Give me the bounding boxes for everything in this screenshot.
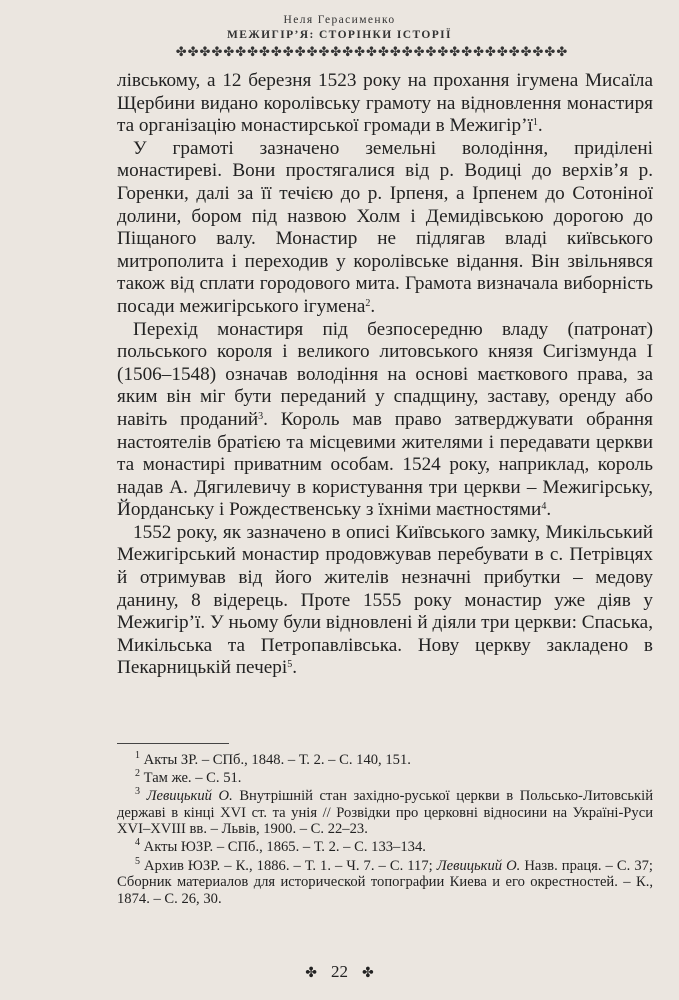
footnote-ref: 5 <box>287 659 293 671</box>
footnote-ref: 2 <box>365 297 371 309</box>
footnote: $^4$ Акты ЮЗР. – СПб., 1865. – Т. 2. – С. 133–134. <box>135 837 426 856</box>
main-text <box>117 70 653 680</box>
footnote-ref: 1 <box>532 117 538 129</box>
running-head-title: МЕЖИГІР’Я: СТОРІНКИ ІСТОРІЇ <box>227 29 452 41</box>
footnote-ref: 3 <box>258 410 264 422</box>
footnote-separator <box>117 743 229 744</box>
footnote: $^1$ Акты ЗР. – СПб., 1848. – Т. 2. – С. 140, 151. <box>135 750 411 768</box>
paragraph: лівському, а 12 березня 1523 року на прохання ігумена Мисаїла Щербини видано королівську грамоту на відновлення монастиря та організацію монастирської громади в $Межигір’ї^1$. <box>117 70 653 137</box>
footnote: $^3$ Левицький О. Внутрішній стан західно-руської церкви в Польсько-Литовській державі в кінці XVI ст. та унія // Розвідки про церковні відносини на Україні-Руси XVI–XVIII вв. – Львів, 1900. – С. 22–23. <box>117 786 654 838</box>
footnote: $^2$ Там же. – С. 51. <box>135 768 242 787</box>
ornament-icon: ✤ <box>362 966 374 981</box>
ornament-icon: ✤ <box>305 966 317 981</box>
running-head-author: Неля Герасименко <box>283 14 396 26</box>
footnotes <box>117 752 653 909</box>
page-number: 22 <box>331 962 348 981</box>
page-footer <box>0 962 679 982</box>
paragraph: У грамоті зазначено земельні володіння, приділені монастиреві. Вони простягалися від р. Водиці до верхів’я р. Горенки, далі за її течією до р. Ірпеня, а Ірпенем до Сотоніної долини, бором під назвою Холм і Демидівською дорогою до Піщаного валу. Монастир не підлягав владі київського митрополита і переходив у королівське відання. Він звільнявся також від сплати городового мита. Грамота визначала виборність посади межигірського ігумена$^2$. <box>117 137 653 317</box>
footnote: $^5$ Архив ЮЗР. – К., 1886. – Т. 1. – Ч. 7. – С. 117; Левицький О. Назв. праця. – С. 37; Сборник материалов для исторической топографии Киева и его окрестностей. – К., 1874. – С. 26, 30. <box>117 855 653 907</box>
paragraph: Перехід монастиря під безпосередню владу (патронат) польського короля і великого литовського князя Сигізмунда І (1506–1548) означав володіння на основі маєткового права, за яким він міг бути переданий у спадщину, заставу, оренду або навіть проданий$^3$. Король мав право затверджувати обрання настоятелів братією та місцевими жителями і передавати церкви та монастирі приватним особам. 1524 року, наприклад, король надав А. Дягилевичу в користування три церкви – Межигірську, Йорданську і Рождественську з їхніми маєтностями$^4$. <box>117 318 653 521</box>
footnote-ref: 4 <box>541 501 547 513</box>
ornament-border: ✤✤✤✤✤✤✤✤✤✤✤✤✤✤✤✤✤✤✤✤✤✤✤✤✤✤✤✤✤✤✤✤✤ <box>175 44 569 59</box>
paragraph: 1552 року, як зазначено в описі Київського замку, Микільський Межигірський монастир продовжував перебувати в с. Петрівцях й отримував від його жителів незначні прибутки – медову данину, 8 відерець. Проте 1555 року монастир уже діяв у Межигір’ї. У ньому були відновлені й діяли три церкви: Спаська, Микільська та Петропавлівська. Нову церкву закладено в Пекарницькій печері$^5$. <box>117 521 653 679</box>
